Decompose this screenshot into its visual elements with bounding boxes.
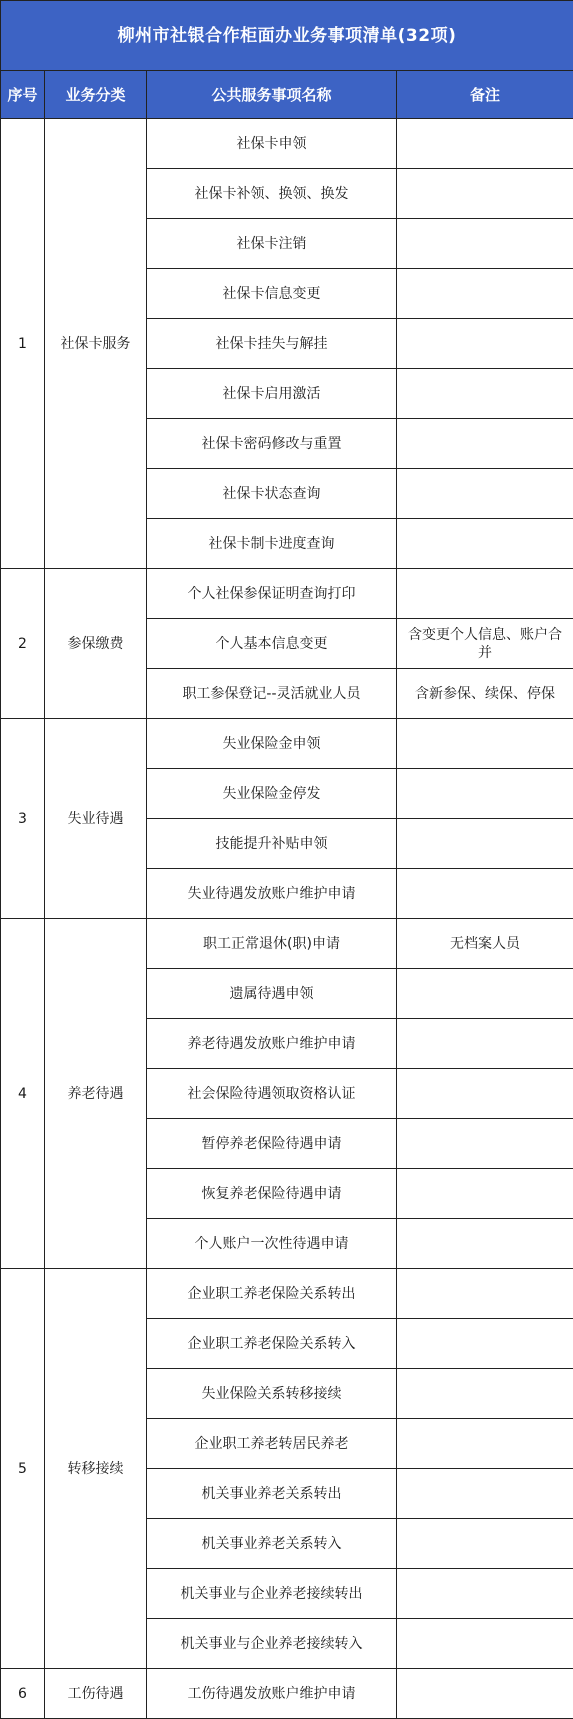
item-name-cell: 个人社保参保证明查询打印 (147, 569, 397, 619)
remark-cell (397, 519, 573, 569)
seq-cell: 1 (1, 119, 45, 569)
item-name-cell: 机关事业与企业养老接续转入 (147, 1619, 397, 1669)
table-row (1, 1669, 573, 1719)
item-name-cell: 社保卡启用激活 (147, 369, 397, 419)
remark-cell (397, 819, 573, 869)
table-row (1, 919, 573, 969)
category-cell: 工伤待遇 (45, 1669, 147, 1719)
item-name-cell: 社保卡注销 (147, 219, 397, 269)
remark-cell (397, 869, 573, 919)
remark-cell (397, 1519, 573, 1569)
item-name-cell: 社保卡制卡进度查询 (147, 519, 397, 569)
item-name-cell: 养老待遇发放账户维护申请 (147, 1019, 397, 1069)
remark-cell (397, 119, 573, 169)
category-cell: 社保卡服务 (45, 119, 147, 569)
item-name-cell: 失业保险金申领 (147, 719, 397, 769)
item-name-cell: 失业保险金停发 (147, 769, 397, 819)
remark-cell (397, 719, 573, 769)
table-row (1, 119, 573, 169)
category-cell: 参保缴费 (45, 569, 147, 719)
item-name-cell: 遗属待遇申领 (147, 969, 397, 1019)
item-name-cell: 职工正常退休(职)申请 (147, 919, 397, 969)
remark-cell (397, 169, 573, 219)
seq-cell: 5 (1, 1269, 45, 1669)
header-category: 业务分类 (45, 71, 147, 119)
item-name-cell: 企业职工养老保险关系转入 (147, 1319, 397, 1369)
remark-cell (397, 219, 573, 269)
remark-cell (397, 1269, 573, 1319)
item-name-cell: 暂停养老保险待遇申请 (147, 1119, 397, 1169)
item-name-cell: 社保卡信息变更 (147, 269, 397, 319)
remark-cell (397, 1069, 573, 1119)
item-name-cell: 社会保险待遇领取资格认证 (147, 1069, 397, 1119)
remark-cell (397, 269, 573, 319)
remark-cell: 含新参保、续保、停保 (397, 669, 573, 719)
seq-cell: 3 (1, 719, 45, 919)
remark-cell (397, 1219, 573, 1269)
remark-cell (397, 1369, 573, 1419)
remark-cell (397, 1569, 573, 1619)
item-name-cell: 机关事业养老关系转出 (147, 1469, 397, 1519)
category-cell: 失业待遇 (45, 719, 147, 919)
remark-cell: 含变更个人信息、账户合并 (397, 619, 573, 669)
item-name-cell: 社保卡密码修改与重置 (147, 419, 397, 469)
item-name-cell: 恢复养老保险待遇申请 (147, 1169, 397, 1219)
table-row (1, 569, 573, 619)
item-name-cell: 职工参保登记--灵活就业人员 (147, 669, 397, 719)
category-cell: 转移接续 (45, 1269, 147, 1669)
remark-cell (397, 1019, 573, 1069)
item-name-cell: 机关事业与企业养老接续转出 (147, 1569, 397, 1619)
header-seq: 序号 (1, 71, 45, 119)
table-row (1, 1269, 573, 1319)
header-item: 公共服务事项名称 (147, 71, 397, 119)
remark-cell: 无档案人员 (397, 919, 573, 969)
remark-cell (397, 419, 573, 469)
header-remark: 备注 (397, 71, 573, 119)
item-name-cell: 企业职工养老转居民养老 (147, 1419, 397, 1469)
item-name-cell: 个人基本信息变更 (147, 619, 397, 669)
seq-cell: 2 (1, 569, 45, 719)
item-name-cell: 企业职工养老保险关系转出 (147, 1269, 397, 1319)
item-name-cell: 失业保险关系转移接续 (147, 1369, 397, 1419)
remark-cell (397, 1619, 573, 1669)
remark-cell (397, 319, 573, 369)
item-name-cell: 失业待遇发放账户维护申请 (147, 869, 397, 919)
table-body (1, 119, 573, 1719)
item-name-cell: 机关事业养老关系转入 (147, 1519, 397, 1569)
table-row (1, 719, 573, 769)
table-title: 柳州市社银合作柜面办业务事项清单(32项) (1, 1, 573, 71)
item-name-cell: 社保卡申领 (147, 119, 397, 169)
remark-cell (397, 769, 573, 819)
remark-cell (397, 1469, 573, 1519)
remark-cell (397, 1119, 573, 1169)
remark-cell (397, 469, 573, 519)
category-cell: 养老待遇 (45, 919, 147, 1269)
item-name-cell: 社保卡状态查询 (147, 469, 397, 519)
remark-cell (397, 569, 573, 619)
item-name-cell: 个人账户一次性待遇申请 (147, 1219, 397, 1269)
seq-cell: 4 (1, 919, 45, 1269)
remark-cell (397, 969, 573, 1019)
item-name-cell: 社保卡补领、换领、换发 (147, 169, 397, 219)
item-name-cell: 工伤待遇发放账户维护申请 (147, 1669, 397, 1719)
remark-cell (397, 1669, 573, 1719)
seq-cell: 6 (1, 1669, 45, 1719)
remark-cell (397, 1319, 573, 1369)
remark-cell (397, 1419, 573, 1469)
remark-cell (397, 369, 573, 419)
item-name-cell: 技能提升补贴申领 (147, 819, 397, 869)
remark-cell (397, 1169, 573, 1219)
item-name-cell: 社保卡挂失与解挂 (147, 319, 397, 369)
